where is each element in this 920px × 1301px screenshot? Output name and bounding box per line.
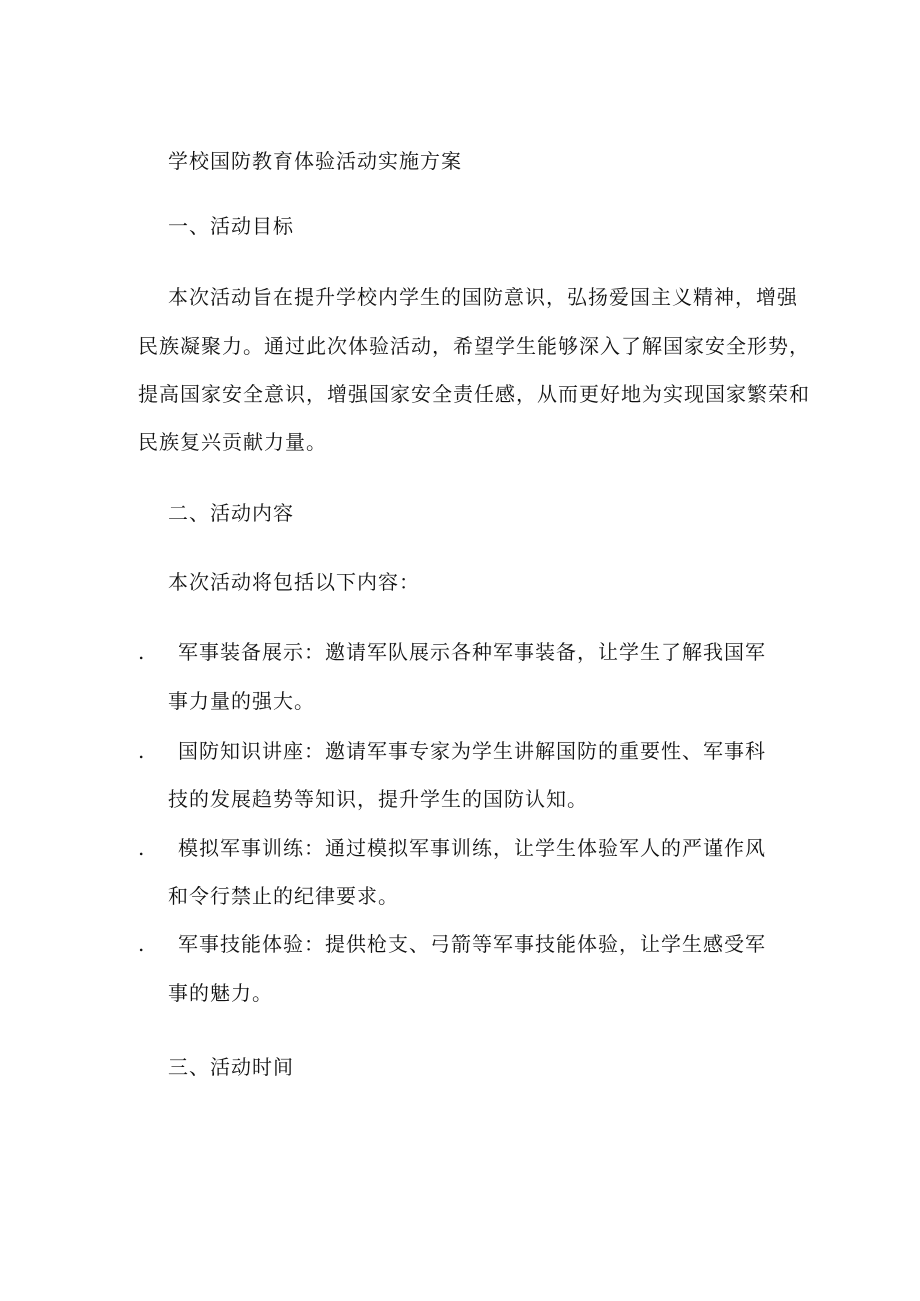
section-heading-time: 三、活动时间 (168, 1055, 294, 1079)
content-item-line: 事力量的强大。 (168, 689, 315, 713)
document-title: 学校国防教育体验活动实施方案 (168, 149, 462, 173)
bullet-marker: . (138, 932, 145, 956)
goals-paragraph-line: 本次活动旨在提升学校内学生的国防意识，弘扬爱国主义精神，增强 (168, 285, 798, 309)
section-heading-goals: 一、活动目标 (168, 214, 294, 238)
bullet-marker: . (138, 640, 145, 664)
content-item-line: 技的发展趋势等知识，提升学生的国防认知。 (168, 787, 588, 811)
goals-paragraph-line: 提高国家安全意识，增强国家安全责任感，从而更好地为实现国家繁荣和 (138, 382, 810, 406)
section-heading-content: 二、活动内容 (168, 501, 294, 525)
goals-paragraph-line: 民族凝聚力。通过此次体验活动，希望学生能够深入了解国家安全形势， (138, 334, 810, 358)
bullet-marker: . (138, 836, 145, 860)
content-item-line: 国防知识讲座：邀请军事专家为学生讲解国防的重要性、军事科 (178, 739, 766, 763)
goals-paragraph-line: 民族复兴贡献力量。 (138, 430, 327, 454)
content-intro: 本次活动将包括以下内容： (168, 570, 420, 594)
content-item-line: 军事装备展示：邀请军队展示各种军事装备，让学生了解我国军 (178, 640, 766, 664)
content-item-line: 和令行禁止的纪律要求。 (168, 884, 399, 908)
bullet-marker: . (138, 739, 145, 763)
content-item-line: 模拟军事训练：通过模拟军事训练，让学生体验军人的严谨作风 (178, 836, 766, 860)
content-item-line: 事的魅力。 (168, 981, 273, 1005)
content-item-line: 军事技能体验：提供枪支、弓箭等军事技能体验，让学生感受军 (178, 932, 766, 956)
